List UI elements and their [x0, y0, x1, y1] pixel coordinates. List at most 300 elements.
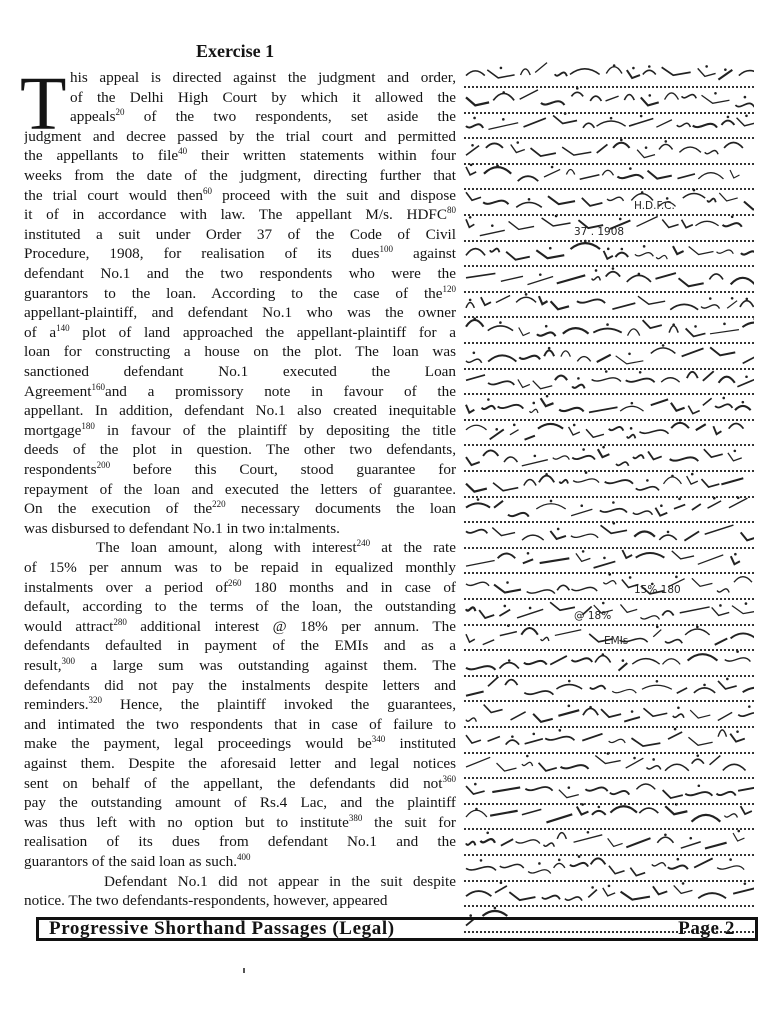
shorthand-stroke: [682, 348, 704, 356]
shorthand-stroke: [717, 865, 744, 869]
shorthand-stroke: [710, 330, 739, 334]
shorthand-stroke: [570, 862, 588, 866]
passage-line: reminders.$^{320}$ Hence, the plaintiff invoked the guarantees,: [24, 695, 456, 714]
page-number: Page 2: [678, 918, 735, 939]
shorthand-stroke: [539, 297, 548, 305]
passage-line: appellant. In addition, defendant No.1 also created inequitable: [24, 402, 456, 420]
shorthand-dot: [639, 371, 642, 374]
shorthand-stroke: [559, 789, 579, 797]
shorthand-stroke: [557, 275, 585, 283]
shorthand-stroke: [687, 476, 698, 484]
shorthand-stroke: [555, 72, 567, 76]
shorthand-stroke: [643, 320, 662, 328]
shorthand-stroke: [554, 863, 565, 867]
shorthand-stroke: [466, 786, 485, 794]
shorthand-dot: [516, 141, 519, 144]
shorthand-stroke: [536, 250, 564, 258]
shorthand-row: [464, 495, 754, 523]
shorthand-stroke: [569, 427, 580, 435]
shorthand-stroke: [545, 736, 574, 740]
shorthand-dot: [736, 650, 739, 653]
shorthand-dot: [643, 245, 646, 248]
shorthand-stroke: [740, 301, 754, 307]
shorthand-stroke: [480, 839, 495, 843]
shorthand-stroke: [688, 654, 718, 660]
shorthand-stroke: [673, 246, 684, 254]
shorthand-stroke: [651, 347, 676, 353]
shorthand-stroke: [704, 449, 723, 457]
shorthand-dot: [545, 325, 548, 328]
shorthand-dot: [677, 706, 680, 709]
shorthand-stroke: [743, 688, 754, 693]
passage-line: of $a^{140}$ plot of land approached the appellant-plaintiff for a: [24, 322, 456, 341]
shorthand-stroke: [524, 661, 547, 665]
passage-line: of the Delhi High Court by which it allowed the: [70, 88, 456, 106]
shorthand-stroke: [510, 430, 519, 435]
shorthand-dot: [602, 653, 605, 656]
shorthand-stroke: [606, 271, 620, 276]
shorthand-row: [464, 265, 754, 293]
shorthand-dot: [613, 522, 616, 525]
shorthand-stroke: [518, 380, 530, 388]
shorthand-stroke: [466, 71, 485, 76]
shorthand-stroke: [481, 298, 491, 306]
shorthand-stroke: [606, 96, 619, 101]
shorthand-stroke: [531, 148, 556, 156]
shorthand-stroke: [615, 253, 628, 257]
shorthand-stroke: [624, 717, 640, 721]
shorthand-stroke: [559, 408, 583, 412]
shorthand-stroke: [571, 509, 592, 515]
shorthand-label: 37 . 1908: [574, 225, 625, 238]
shorthand-dot: [724, 68, 727, 71]
passage-line: would attract$^{280}$ additional interest @ 18% per annum. The: [24, 616, 456, 635]
shorthand-stroke: [541, 637, 549, 641]
shorthand-stroke: [490, 430, 504, 440]
shorthand-stroke: [690, 710, 710, 718]
shorthand-stroke: [479, 610, 494, 618]
shorthand-stroke: [572, 385, 584, 389]
shorthand-stroke: [525, 436, 535, 440]
shorthand-stroke: [521, 69, 531, 75]
shorthand-row: [464, 802, 754, 830]
shorthand-stroke: [718, 681, 737, 689]
shorthand-dot: [722, 396, 725, 399]
passage-line: guarantors of the said loan as such.$^{400}$: [24, 852, 251, 870]
shorthand-stroke: [520, 89, 538, 98]
shorthand-stroke: [542, 896, 560, 900]
shorthand-stroke: [466, 405, 474, 413]
shorthand-stroke: [537, 332, 556, 336]
shorthand-stroke: [586, 430, 604, 438]
shorthand-stroke: [677, 123, 691, 127]
shorthand-dot: [664, 140, 667, 143]
shorthand-row: [464, 188, 754, 216]
shorthand-stroke: [628, 329, 640, 336]
shorthand-row: [464, 700, 754, 728]
shorthand-stroke: [592, 811, 606, 815]
passage-line: weeks from the date of the judgment, directing further that: [24, 167, 456, 184]
shorthand-stroke: [665, 93, 679, 100]
shorthand-stroke: [657, 837, 673, 843]
shorthand-dot: [603, 557, 606, 560]
shorthand-stroke: [672, 551, 694, 559]
shorthand-stroke: [466, 504, 490, 508]
shorthand-stroke: [593, 329, 621, 333]
shorthand-stroke: [743, 357, 754, 363]
shorthand-dot: [664, 834, 667, 837]
shorthand-dot: [696, 626, 699, 629]
shorthand-stroke: [571, 534, 598, 538]
shorthand-stroke: [705, 150, 718, 154]
shorthand-label: EMIs: [604, 635, 629, 648]
footer-title: Progressive Shorthand Passages (Legal): [49, 918, 395, 939]
shorthand-stroke: [681, 842, 701, 848]
shorthand-stroke: [486, 143, 503, 147]
shorthand-stroke: [701, 479, 719, 487]
passage-line: loan for constructing a house on the plot. The loan was: [24, 343, 456, 361]
shorthand-stroke: [744, 201, 754, 209]
shorthand-stroke: [621, 892, 650, 900]
shorthand-stroke: [538, 424, 563, 429]
shorthand-stroke: [544, 170, 560, 178]
shorthand-stroke: [665, 640, 682, 644]
shorthand-stroke: [488, 381, 514, 385]
shorthand-stroke: [498, 405, 524, 409]
shorthand-dot: [513, 424, 516, 427]
shorthand-stroke: [519, 328, 530, 336]
shorthand-stroke: [565, 897, 582, 901]
shorthand-stroke: [466, 866, 496, 870]
shorthand-row: [464, 214, 754, 242]
shorthand-stroke: [521, 628, 538, 635]
shorthand-dot: [506, 581, 509, 584]
shorthand-dot: [582, 448, 585, 451]
shorthand-stroke: [634, 531, 655, 536]
passage-line: notice. The two defendants-respondents, however, appeared: [24, 892, 388, 910]
shorthand-stroke: [721, 478, 743, 484]
shorthand-stroke: [662, 219, 678, 227]
shorthand-stroke: [524, 479, 536, 485]
shorthand-stroke: [588, 890, 597, 898]
shorthand-stroke: [577, 356, 590, 361]
shorthand-stroke: [695, 221, 718, 225]
shorthand-stroke: [542, 218, 571, 226]
shorthand-stroke: [557, 585, 569, 590]
shorthand-stroke: [466, 561, 495, 567]
shorthand-dot: [613, 64, 616, 67]
shorthand-stroke: [522, 810, 541, 815]
shorthand-dot: [612, 267, 615, 270]
shorthand-stroke: [698, 555, 723, 564]
shorthand-stroke: [719, 193, 737, 201]
shorthand-stroke: [622, 550, 632, 558]
shorthand-stroke: [483, 450, 498, 455]
shorthand-dot: [525, 293, 528, 296]
shorthand-stroke: [738, 713, 754, 717]
shorthand-stroke: [493, 482, 518, 490]
shorthand-stroke: [601, 525, 627, 533]
shorthand-stroke: [594, 562, 616, 568]
shorthand-dot: [502, 118, 505, 121]
shorthand-stroke: [635, 253, 653, 257]
shorthand-dot: [480, 859, 483, 862]
shorthand-dot: [605, 370, 608, 373]
shorthand-dot: [648, 65, 651, 68]
shorthand-dot: [620, 138, 623, 141]
shorthand-dot: [578, 855, 581, 858]
shorthand-dot: [508, 659, 511, 662]
shorthand-stroke: [572, 456, 595, 460]
shorthand-dot: [682, 882, 685, 885]
shorthand-stroke: [501, 839, 513, 846]
shorthand-stroke: [496, 296, 510, 303]
shorthand-row: [464, 546, 754, 574]
shorthand-stroke: [577, 807, 589, 815]
shorthand-stroke: [620, 406, 643, 411]
shorthand-stroke: [724, 142, 743, 147]
shorthand-stroke: [735, 103, 754, 107]
shorthand-dot: [548, 346, 551, 349]
shorthand-row: [464, 879, 754, 907]
shorthand-dot: [619, 217, 622, 220]
shorthand-stroke: [605, 480, 633, 484]
shorthand-stroke: [741, 532, 754, 540]
shorthand-dot: [737, 497, 740, 500]
shorthand-dot: [652, 758, 655, 761]
shorthand-stroke: [668, 865, 688, 869]
shorthand-stroke: [466, 426, 487, 431]
shorthand-stroke: [735, 406, 751, 410]
shorthand-stroke: [466, 483, 487, 491]
shorthand-dot: [494, 906, 497, 909]
shorthand-stroke: [717, 250, 734, 254]
shorthand-dot: [495, 428, 498, 431]
shorthand-stroke: [528, 869, 551, 873]
shorthand-dot: [612, 501, 615, 504]
shorthand-stroke: [677, 688, 687, 693]
shorthand-stroke: [627, 435, 635, 439]
drop-cap: T: [20, 62, 67, 146]
shorthand-dot: [549, 247, 552, 250]
shorthand-dot: [698, 784, 701, 787]
passage-line: was disbursed to defendant No.1 in two in:talments.: [24, 519, 340, 537]
shorthand-dot: [629, 168, 632, 171]
shorthand-stroke: [466, 718, 476, 722]
shorthand-dot: [677, 858, 680, 861]
shorthand-stroke: [609, 865, 625, 873]
shorthand-stroke: [488, 736, 500, 741]
shorthand-stroke: [522, 460, 548, 466]
shorthand-row: [464, 239, 754, 267]
shorthand-stroke: [556, 685, 582, 689]
shorthand-stroke: [553, 116, 577, 124]
shorthand-dot: [507, 625, 510, 628]
shorthand-stroke: [741, 806, 752, 814]
shorthand-stroke: [617, 175, 643, 179]
shorthand-stroke: [721, 121, 734, 125]
shorthand-row: [464, 316, 754, 344]
shorthand-stroke: [561, 765, 589, 769]
shorthand-stroke: [685, 629, 710, 635]
shorthand-stroke: [516, 202, 542, 207]
shorthand-stroke: [571, 658, 592, 662]
shorthand-stroke: [702, 95, 730, 103]
shorthand-stroke: [698, 173, 723, 179]
shorthand-stroke: [582, 733, 602, 740]
shorthand-dot: [584, 240, 587, 243]
shorthand-dot: [719, 604, 722, 607]
passage-line: appeals$^{20}$ of the two respondents, set aside the: [70, 107, 456, 126]
shorthand-dot: [691, 472, 694, 475]
shorthand-stroke: [527, 590, 555, 594]
shorthand-dot: [737, 830, 740, 833]
shorthand-stroke: [524, 118, 546, 127]
shorthand-stroke: [519, 355, 540, 359]
passage-line: the appellants to file$^{40}$ their written statements within four: [24, 146, 456, 165]
shorthand-stroke: [653, 887, 667, 895]
shorthand-dot: [526, 755, 529, 758]
passage-line: against them. Despite the aforesaid letter and legal notices: [24, 755, 456, 772]
shorthand-stroke: [715, 404, 732, 408]
shorthand-stroke: [466, 666, 495, 670]
shorthand-dot: [473, 117, 476, 120]
shorthand-dot: [477, 498, 480, 501]
shorthand-stroke: [466, 375, 485, 380]
shorthand-stroke: [639, 808, 658, 813]
shorthand-stroke: [655, 508, 667, 516]
shorthand-stroke: [652, 862, 666, 866]
shorthand-dot: [660, 505, 663, 508]
shorthand-dot: [714, 92, 717, 95]
shorthand-stroke: [548, 196, 575, 204]
shorthand-dot: [582, 550, 585, 553]
shorthand-stroke: [595, 655, 611, 662]
shorthand-row: [464, 854, 754, 882]
shorthand-dot: [633, 757, 636, 760]
shorthand-stroke: [626, 758, 644, 768]
shorthand-stroke: [550, 602, 575, 610]
shorthand-stroke: [739, 71, 754, 76]
shorthand-stroke: [570, 243, 600, 249]
shorthand-dot: [589, 706, 592, 709]
passage-line: it of in accordance with law. The appellant M/s. HDFC$^{80}$: [24, 205, 456, 224]
shorthand-stroke: [494, 585, 521, 593]
shorthand-stroke: [692, 815, 721, 822]
shorthand-dot: [568, 680, 571, 683]
shorthand-stroke: [535, 63, 547, 73]
shorthand-stroke: [500, 632, 517, 636]
shorthand-stroke: [737, 379, 754, 387]
passage-line: pay the outstanding amount of Rs.4 Lac, and the plaintiff: [24, 794, 456, 812]
shorthand-dot: [745, 115, 748, 118]
shorthand-dot: [595, 269, 598, 272]
shorthand-stroke: [516, 840, 540, 844]
shorthand-stroke: [728, 453, 742, 461]
shorthand-stroke: [590, 96, 601, 101]
shorthand-stroke: [656, 120, 672, 127]
shorthand-row: [464, 393, 754, 421]
shorthand-stroke: [680, 607, 710, 613]
shorthand-dot: [656, 626, 659, 629]
shorthand-dot: [734, 450, 737, 453]
shorthand-row: [464, 623, 754, 651]
shorthand-dot: [469, 216, 472, 219]
shorthand-dot: [734, 553, 737, 556]
shorthand-stroke: [499, 662, 518, 668]
shorthand-stroke: [694, 688, 715, 693]
shorthand-stroke: [692, 578, 713, 586]
shorthand-stroke: [571, 92, 583, 96]
shorthand-stroke: [668, 732, 682, 739]
shorthand-stroke: [724, 814, 737, 818]
shorthand-row: [464, 342, 754, 370]
shorthand-stroke: [608, 838, 623, 846]
shorthand-dot: [696, 755, 699, 758]
shorthand-dot: [602, 446, 605, 449]
shorthand-stroke: [483, 640, 494, 645]
shorthand-stroke: [527, 276, 553, 284]
shorthand-dot: [630, 427, 633, 430]
shorthand-stroke: [655, 273, 675, 279]
shorthand-stroke: [717, 792, 736, 796]
shorthand-dot: [622, 659, 625, 662]
shorthand-stroke: [665, 807, 687, 815]
shorthand-stroke: [592, 277, 601, 281]
shorthand-dot: [559, 729, 562, 732]
shorthand-stroke: [488, 326, 513, 331]
shorthand-stroke: [583, 708, 598, 715]
shorthand-row: [464, 367, 754, 395]
shorthand-stroke: [522, 535, 544, 540]
passage-line: guarantors to the loan. According to the case of the$^{120}$: [24, 283, 456, 302]
shorthand-dot: [576, 87, 579, 90]
shorthand-stroke: [511, 712, 526, 720]
shorthand-stroke: [518, 177, 539, 182]
shorthand-dot: [499, 321, 502, 324]
shorthand-dot: [667, 530, 670, 533]
shorthand-stroke: [466, 145, 479, 155]
page-footer: [36, 917, 758, 941]
shorthand-dot: [640, 115, 643, 118]
shorthand-stroke: [671, 423, 689, 428]
shorthand-stroke: [618, 663, 627, 671]
shorthand-stroke: [490, 811, 518, 816]
shorthand-stroke: [662, 67, 691, 75]
shorthand-stroke: [597, 354, 611, 361]
shorthand-row: [464, 290, 754, 318]
shorthand-stroke: [686, 328, 706, 336]
shorthand-row: [464, 162, 754, 190]
shorthand-stroke: [683, 194, 705, 199]
shorthand-stroke: [651, 399, 668, 405]
shorthand-dot: [608, 573, 611, 576]
shorthand-dot: [550, 500, 553, 503]
shorthand-dot: [662, 344, 665, 347]
shorthand-row: [464, 111, 754, 139]
shorthand-stroke: [684, 531, 699, 540]
passage-line: The loan amount, along with interest$^{240}$ at the rate: [96, 538, 456, 557]
passage-line: sent on behalf of the appellant, the defendants did not$^{360}$: [24, 773, 456, 792]
shorthand-stroke: [705, 843, 727, 849]
shorthand-dot: [689, 837, 692, 840]
shorthand-stroke: [616, 462, 628, 466]
shorthand-stroke: [742, 323, 754, 328]
shorthand-dot: [551, 166, 554, 169]
shorthand-stroke: [671, 403, 685, 411]
shorthand-stroke: [583, 123, 594, 128]
passage-line: defendants defaulted in payment of the EMIs and as a: [24, 637, 456, 655]
